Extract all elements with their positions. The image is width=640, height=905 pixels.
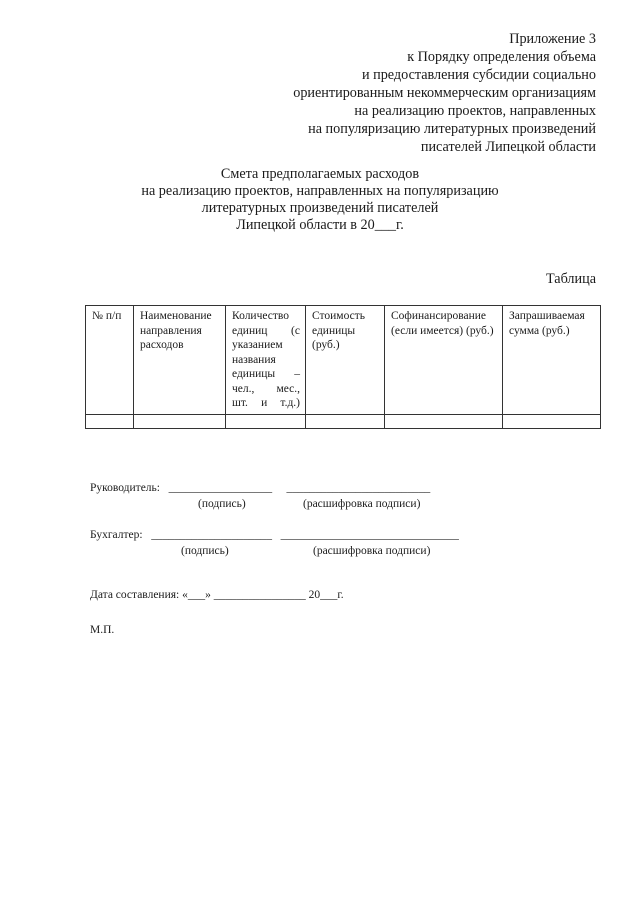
- title-line: Смета предполагаемых расходов: [220, 166, 420, 182]
- head-signature-caption: (подпись): [198, 498, 246, 510]
- head-signature-blank: __________________: [168, 482, 273, 494]
- header-cofinancing: Софинансирование (если имеется) (руб.): [385, 306, 503, 415]
- appendix-line: и предоставления субсидии социально: [361, 67, 596, 83]
- accountant-label: Бухгалтер:: [90, 529, 143, 541]
- header-quantity-line: шт. и т.д.): [232, 397, 300, 409]
- header-unit-cost: Стоимость единицы (руб.): [306, 306, 385, 415]
- accountant-name-caption: (расшифровка подписи): [313, 545, 431, 557]
- head-signature-line: [90, 482, 430, 494]
- appendix-header: [176, 30, 596, 156]
- table-cell: [306, 414, 385, 428]
- appendix-line: к Порядку определения объема: [407, 49, 596, 65]
- header-quantity-line: Количество: [232, 310, 289, 322]
- table-cell: [86, 414, 134, 428]
- header-quantity-line: единиц (с: [232, 324, 300, 337]
- head-name-caption: (расшифровка подписи): [303, 498, 421, 510]
- header-quantity-line: чел., мес.,: [232, 382, 300, 395]
- appendix-line: писателей Липецкой области: [420, 139, 596, 155]
- header-number: № п/п: [86, 306, 134, 415]
- table-header-row: [86, 306, 601, 415]
- head-label: Руководитель:: [90, 482, 160, 494]
- title-line: литературных произведений писателей: [201, 200, 439, 216]
- head-name-blank: _________________________: [286, 482, 431, 494]
- header-requested-sum: Запрашиваемая сумма (руб.): [503, 306, 601, 415]
- header-quantity: [226, 306, 306, 415]
- table-cell: [385, 414, 503, 428]
- header-expense-direction: Наименование направления расходов: [134, 306, 226, 415]
- stamp-place: М.П.: [90, 624, 115, 636]
- table-row: [86, 414, 601, 428]
- accountant-signature-blank: _____________________: [151, 529, 272, 541]
- table-label: Таблица: [545, 271, 596, 287]
- title-line: Липецкой области в 20___г.: [236, 217, 404, 233]
- estimate-table: [85, 305, 601, 429]
- title-line: на реализацию проектов, направленных на популяризацию: [141, 183, 499, 199]
- header-quantity-line: названия: [232, 353, 276, 366]
- appendix-line: на популяризацию литературных произведений: [308, 121, 596, 137]
- appendix-line: Приложение 3: [509, 31, 596, 47]
- appendix-line: на реализацию проектов, направленных: [354, 103, 596, 119]
- accountant-name-blank: _______________________________: [280, 529, 459, 541]
- date-line: Дата составления: «___» ________________ 20___г.: [90, 589, 344, 601]
- header-quantity-line: единицы –: [232, 368, 300, 380]
- document-title: [0, 166, 640, 234]
- appendix-line: ориентированным некоммерческим организациям: [293, 85, 596, 101]
- header-quantity-line: указанием: [232, 339, 283, 351]
- table-cell: [226, 414, 306, 428]
- accountant-signature-line: [90, 529, 459, 541]
- table-cell: [134, 414, 226, 428]
- table-cell: [503, 414, 601, 428]
- accountant-signature-caption: (подпись): [181, 545, 229, 557]
